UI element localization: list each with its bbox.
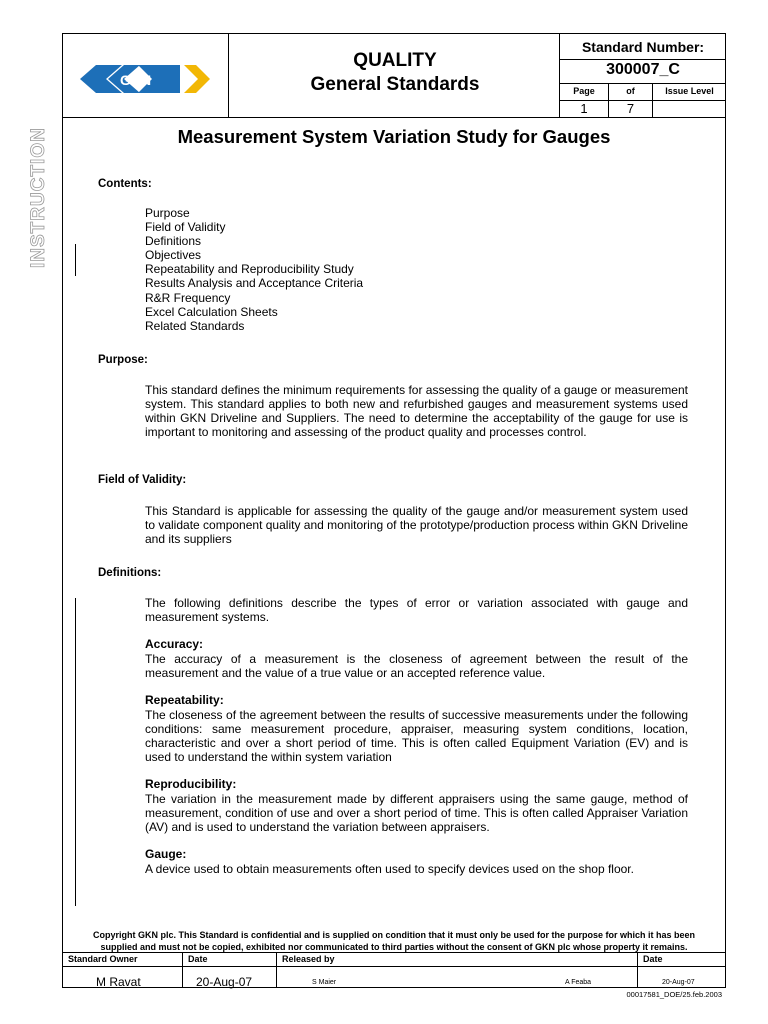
standard-box-line — [559, 59, 726, 60]
copyright-line: supplied and must not be copied, exhibited nor communicated to third parties without the consent of GKN plc whose property it remains. — [100, 942, 688, 952]
contents-item: R&R Frequency — [145, 290, 231, 305]
footer-divider — [62, 966, 726, 967]
definitions-intro: The following definitions describe the types of error or variation associated with gauge and measurement systems. — [145, 596, 688, 624]
instruction-side-label: INSTRUCTION — [28, 127, 49, 269]
header-title-quality: QUALITY — [353, 50, 437, 71]
document-reference: 00017581_DOE/25.feb.2003 — [626, 990, 722, 999]
reproducibility-title: Reproducibility: — [145, 777, 237, 791]
contents-item: Field of Validity — [145, 220, 226, 235]
standard-owner-label: Standard Owner — [68, 954, 138, 964]
standard-box-line — [559, 83, 726, 84]
revision-bar — [75, 244, 76, 276]
header-divider-logo — [228, 33, 229, 117]
gauge-title: Gauge: — [145, 847, 187, 861]
page-label: Page — [573, 86, 595, 96]
header-divider — [62, 117, 726, 118]
repeatability-title: Repeatability: — [145, 693, 224, 707]
field-of-validity-text: This Standard is applicable for assessing the quality of the gauge and/or measurement system used to validate component quality and monitoring of the prototype/production process within GKN Driveline and its suppliers — [145, 504, 688, 546]
copyright-line: Copyright GKN plc. This Standard is confidential and is supplied on condition that it must only be used for the purpose for which it has been — [92, 930, 696, 940]
standard-number: 300007_C — [606, 61, 680, 78]
accuracy-text: The accuracy of a measurement is the closeness of agreement between the result of the measurement and the value of a true value or an accepted reference value. — [145, 652, 688, 680]
document-title: Measurement System Variation Study for Gauges — [177, 126, 611, 147]
issue-level-label: Issue Level — [665, 86, 714, 96]
contents-item: Repeatability and Reproducibility Study — [145, 262, 354, 277]
standard-owner: M Ravat — [96, 975, 141, 989]
footer-divider — [62, 952, 726, 953]
page-number: 1 — [580, 101, 588, 116]
contents-heading: Contents: — [98, 178, 152, 190]
date-label: Date — [188, 954, 208, 964]
gkn-logo-icon — [80, 62, 220, 96]
footer-column-line — [276, 952, 277, 988]
released-by-2: A Feaba — [565, 979, 592, 986]
gkn-logo — [80, 62, 220, 101]
contents-item: Objectives — [145, 248, 202, 263]
release-date: 20-Aug-07 — [662, 979, 695, 986]
gauge-text: A device used to obtain measurements often used to specify devices used on the shop floor. — [145, 862, 634, 876]
released-by-1: S Maier — [312, 979, 337, 986]
header-title-general-standards: General Standards — [310, 74, 480, 95]
contents-list — [145, 206, 363, 333]
purpose-heading: Purpose: — [98, 354, 148, 366]
released-by-label: Released by — [282, 954, 335, 964]
contents-item: Related Standards — [145, 318, 245, 333]
reproducibility-text: The variation in the measurement made by different appraisers using the same gauge, method of measurement, condition of use and over a short period of time. This is often called Appraiser Variation (AV) and is used to understand the variation between appraisers. — [145, 792, 688, 834]
of-label: of — [626, 86, 635, 96]
date-label-2: Date — [643, 954, 663, 964]
contents-item: Definitions — [145, 234, 202, 249]
copyright-notice — [70, 929, 718, 953]
purpose-text: This standard defines the minimum requirements for assessing the quality of a gauge or measurement system. This standard applies to both new and refurbished gauges and measurement systems used within GKN Driveline and Suppliers. The need to determine the acceptability of the gauge for use is important to monitoring and assessing of the product quality and processes control. — [145, 383, 688, 439]
logo-text: GKN — [120, 72, 152, 88]
accuracy-title: Accuracy: — [145, 637, 204, 651]
owner-date: 20-Aug-07 — [196, 975, 253, 989]
footer-column-line — [637, 952, 638, 988]
page-total: 7 — [626, 101, 635, 116]
repeatability-text: The closeness of the agreement between the results of successive measurements under the following conditions: same measurement procedure, appraiser, measuring system conditions, location, characteristic and over a short period of time. This is often called Equipment Variation (EV) and is used to understand the within system variation — [145, 708, 688, 764]
footer-column-line — [182, 952, 183, 988]
contents-item: Purpose — [145, 206, 190, 220]
contents-item: Excel Calculation Sheets — [145, 304, 278, 319]
revision-bar — [75, 598, 76, 906]
field-of-validity-heading: Field of Validity: — [98, 474, 187, 486]
contents-item: Results Analysis and Acceptance Criteria — [145, 276, 364, 291]
definitions-heading: Definitions: — [98, 567, 162, 579]
standard-number-label: Standard Number: — [581, 39, 705, 55]
